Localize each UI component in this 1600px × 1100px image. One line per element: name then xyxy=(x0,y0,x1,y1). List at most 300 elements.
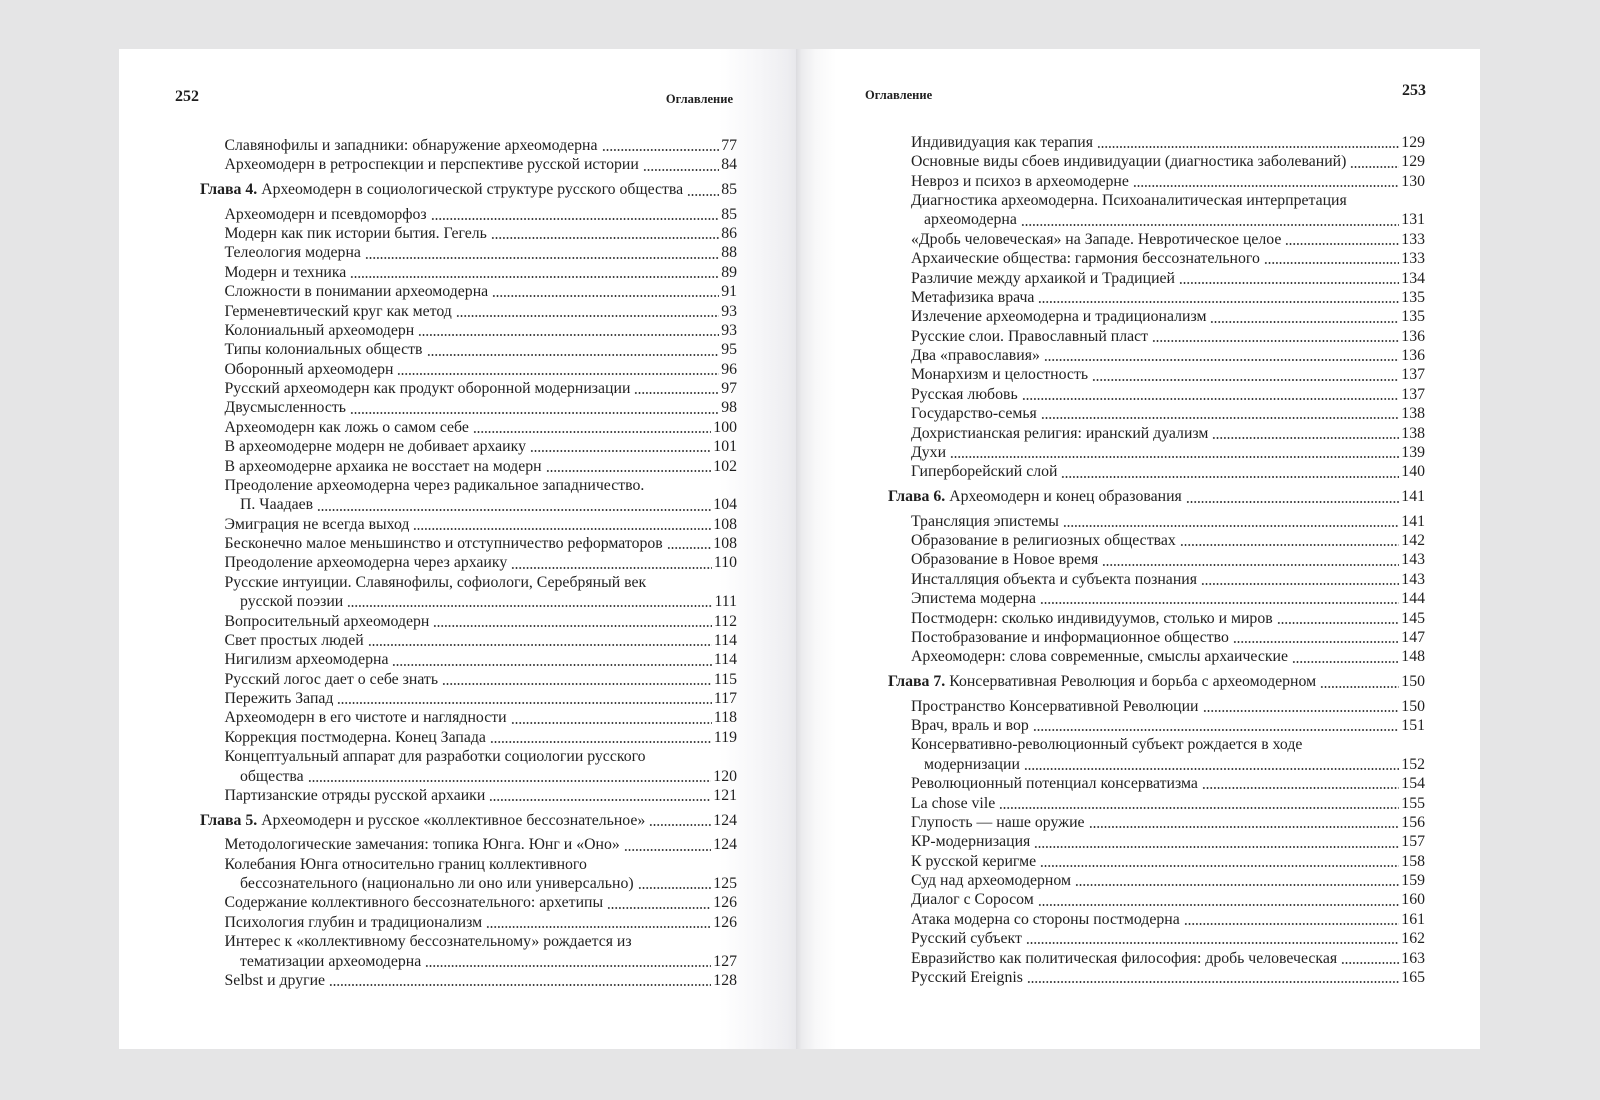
toc-entry-title: П. Чаадаев xyxy=(240,496,314,514)
toc-entry-title: Пережить Запад xyxy=(224,690,334,708)
toc-page-number: 86 xyxy=(721,225,737,243)
dot-leader xyxy=(546,470,712,472)
toc-entry-title: Образование в религиозных обществах xyxy=(911,532,1176,550)
toc-page-number: 118 xyxy=(713,709,737,727)
toc-entry-line xyxy=(888,735,1425,754)
toc-entry-line xyxy=(200,457,737,476)
toc-entry-title: К русской керигме xyxy=(911,852,1037,870)
dot-leader xyxy=(418,334,719,336)
toc-entry-title: Концептуальный аппарат для разработки социологии русского xyxy=(224,748,646,766)
toc-entry-line xyxy=(200,855,737,874)
page-number: 253 xyxy=(1402,82,1426,99)
dot-leader xyxy=(1341,962,1399,964)
toc-entry xyxy=(888,949,1425,968)
toc-entry xyxy=(888,172,1425,191)
toc-entry-line xyxy=(200,205,737,224)
toc-entry-line xyxy=(888,346,1425,365)
toc-entry xyxy=(200,224,737,243)
dot-leader xyxy=(1102,564,1399,566)
toc-entry xyxy=(200,631,737,650)
toc-page-number: 137 xyxy=(1401,366,1425,384)
toc-entry-line xyxy=(200,689,737,708)
toc-entry-line xyxy=(200,155,737,174)
toc-chapter-title: Консервативная Революция и борьба с археомодерном xyxy=(949,673,1317,691)
toc-entry-title: Архаические общества: гармония бессознательного xyxy=(911,250,1260,268)
toc-entry xyxy=(888,269,1425,288)
dot-leader xyxy=(1210,321,1399,323)
toc-entry xyxy=(200,321,737,340)
toc-page-number: 114 xyxy=(713,651,737,669)
toc-entry-line xyxy=(200,573,737,592)
toc-entry-title: Типы колониальных обществ xyxy=(224,341,423,359)
toc-chapter-label: Глава 5. xyxy=(200,811,258,829)
toc-entry-title: Индивидуация как терапия xyxy=(911,133,1093,151)
dot-leader xyxy=(607,907,711,909)
toc-entry-line xyxy=(200,650,737,669)
dot-leader xyxy=(329,984,711,986)
toc-page-number: 126 xyxy=(713,894,737,912)
toc-entry-line xyxy=(200,835,737,854)
toc-entry-title: Модерн как пик истории бытия. Гегель xyxy=(224,225,487,243)
toc-entry xyxy=(200,282,737,301)
toc-page-number: 162 xyxy=(1401,930,1425,948)
toc-entry-line xyxy=(888,443,1425,462)
dot-leader xyxy=(1203,710,1400,712)
toc-page-number: 112 xyxy=(713,612,737,630)
toc-entry-continuation-line xyxy=(200,874,737,893)
dot-leader xyxy=(1021,224,1399,226)
toc-entry-title: Пространство Консервативной Революции xyxy=(911,697,1199,715)
toc-entry-title: тематизации археомодерна xyxy=(240,952,422,970)
toc-entry-title: Образование в Новое время xyxy=(911,551,1099,569)
toc-entry xyxy=(888,288,1425,307)
toc-entry xyxy=(200,728,737,747)
toc-entry xyxy=(888,327,1425,346)
toc-entry-title: Методологические замечания: топика Юнга. Юнг и «Оно» xyxy=(224,836,620,854)
dot-leader xyxy=(1089,826,1400,828)
toc-entry-title: Революционный потенциал консерватизма xyxy=(911,775,1198,793)
toc-page-number: 125 xyxy=(713,875,737,893)
toc-page-number: 142 xyxy=(1401,532,1425,550)
toc-entry-line xyxy=(888,404,1425,423)
toc-entry-title: Атака модерна со стороны постмодерна xyxy=(911,910,1180,928)
toc-entry-line xyxy=(888,288,1425,307)
toc-entry-line xyxy=(888,230,1425,249)
dot-leader xyxy=(1180,544,1400,546)
toc-entry-line xyxy=(200,379,737,398)
right-page xyxy=(796,49,1480,1049)
dot-leader xyxy=(643,169,719,171)
toc-entry xyxy=(200,155,737,174)
toc-entry xyxy=(888,794,1425,813)
toc-entry-line xyxy=(888,774,1425,793)
dot-leader xyxy=(473,431,711,433)
toc-entry-line xyxy=(200,534,737,553)
dot-leader xyxy=(397,373,719,375)
toc-entry-title: Консервативно-революционный субъект рождается в ходе xyxy=(911,736,1303,754)
toc-entry xyxy=(888,385,1425,404)
toc-page-number: 138 xyxy=(1401,405,1425,423)
toc-page-number: 152 xyxy=(1401,755,1425,773)
toc-page-number: 102 xyxy=(713,457,737,475)
toc-entry-line xyxy=(200,913,737,932)
toc-entry xyxy=(888,774,1425,793)
toc-entry-line xyxy=(200,670,737,689)
toc-page-number: 95 xyxy=(721,341,737,359)
toc-page-number: 157 xyxy=(1401,833,1425,851)
toc-chapter-entry xyxy=(200,811,737,830)
toc-entry-title: Коррекция постмодерна. Конец Запада xyxy=(224,728,486,746)
dot-leader xyxy=(392,664,711,666)
toc-chapter-entry xyxy=(888,672,1425,691)
toc-page-number: 138 xyxy=(1401,424,1425,442)
toc-chapter-label: Глава 6. xyxy=(888,488,946,506)
toc-entry-line xyxy=(888,949,1425,968)
dot-leader xyxy=(1092,379,1399,381)
toc-page-number: 151 xyxy=(1401,717,1425,735)
dot-leader xyxy=(308,780,712,782)
toc-entry-continuation-line xyxy=(200,767,737,786)
toc-entry-title: Суд над археомодерном xyxy=(911,872,1071,890)
toc-entry-title: русской поэзии xyxy=(240,593,344,611)
table-of-contents-list xyxy=(200,136,737,990)
toc-entry-line xyxy=(888,366,1425,385)
toc-page-number: 84 xyxy=(721,156,737,174)
toc-entry-line xyxy=(200,786,737,805)
toc-entry-line xyxy=(200,224,737,243)
toc-entry-line xyxy=(888,852,1425,871)
toc-entry-continuation-line xyxy=(200,495,737,514)
toc-entry-title: КР-модернизация xyxy=(911,833,1031,851)
toc-entry-title: модернизации xyxy=(924,755,1020,773)
toc-entry xyxy=(200,612,737,631)
toc-entry-line xyxy=(888,531,1425,550)
toc-page-number: 136 xyxy=(1401,347,1425,365)
toc-entry-title: Содержание коллективного бессознательного: архетипы xyxy=(224,894,604,912)
toc-page-number: 158 xyxy=(1401,852,1425,870)
toc-page-number: 119 xyxy=(713,728,737,746)
left-page xyxy=(119,49,796,1049)
dot-leader xyxy=(511,722,712,724)
toc-entry-line xyxy=(200,282,737,301)
toc-page-number: 143 xyxy=(1401,551,1425,569)
toc-page-number: 147 xyxy=(1401,628,1425,646)
toc-page-number: 148 xyxy=(1401,648,1425,666)
dot-leader xyxy=(624,849,712,851)
toc-entry xyxy=(200,340,737,359)
toc-entry-title: Инсталляция объекта и субъекта познания xyxy=(911,570,1197,588)
toc-page-number: 110 xyxy=(713,554,737,572)
toc-entry-line xyxy=(200,971,737,990)
toc-page-number: 150 xyxy=(1401,673,1425,691)
toc-entry xyxy=(888,152,1425,171)
toc-entry-line xyxy=(200,360,737,379)
toc-entry-title: Колебания Юнга относительно границ коллективного xyxy=(224,855,587,873)
dot-leader xyxy=(1033,729,1400,731)
toc-entry xyxy=(888,570,1425,589)
toc-entry-line xyxy=(200,263,737,282)
toc-entry-line xyxy=(200,136,737,155)
toc-page-number: 145 xyxy=(1401,609,1425,627)
toc-entry-title: Археомодерн в его чистоте и наглядности xyxy=(224,709,507,727)
toc-page-number: 98 xyxy=(721,399,737,417)
toc-entry-continuation-line xyxy=(200,592,737,611)
toc-entry-title: Евразийство как политическая философия: дробь человеческая xyxy=(911,949,1338,967)
toc-page-number: 96 xyxy=(721,360,737,378)
dot-leader xyxy=(337,702,711,704)
toc-entry xyxy=(888,813,1425,832)
toc-entry-title: Selbst и другие xyxy=(224,971,326,989)
toc-page-number: 133 xyxy=(1401,250,1425,268)
toc-entry xyxy=(888,832,1425,851)
toc-entry xyxy=(200,379,737,398)
toc-entry-line xyxy=(888,462,1425,481)
toc-entry xyxy=(200,398,737,417)
dot-leader xyxy=(425,965,711,967)
toc-entry xyxy=(200,302,737,321)
toc-page-number: 140 xyxy=(1401,463,1425,481)
toc-entry-title: «Дробь человеческая» на Западе. Невротическое целое xyxy=(911,230,1282,248)
toc-entry-line xyxy=(888,871,1425,890)
toc-entry-line xyxy=(888,307,1425,326)
toc-entry-line xyxy=(200,180,737,199)
toc-page-number: 163 xyxy=(1401,949,1425,967)
dot-leader xyxy=(634,392,719,394)
dot-leader xyxy=(1027,981,1399,983)
toc-entry xyxy=(200,835,737,854)
toc-page-number: 120 xyxy=(713,767,737,785)
toc-page-number: 137 xyxy=(1401,385,1425,403)
toc-entry-title: La chose vile xyxy=(911,794,996,812)
toc-entry xyxy=(200,893,737,912)
dot-leader xyxy=(317,509,711,511)
dot-leader xyxy=(1201,583,1399,585)
toc-page-number: 155 xyxy=(1401,794,1425,812)
toc-entry-title: Основные виды сбоев индивидуации (диагностика заболеваний) xyxy=(911,153,1347,171)
toc-entry-title: Невроз и психоз в археомодерне xyxy=(911,172,1129,190)
toc-entry-line xyxy=(888,813,1425,832)
toc-entry-continuation-line xyxy=(888,755,1425,774)
toc-chapter-title: Археомодерн и русское «коллективное бессознательное» xyxy=(261,811,646,829)
toc-entry-line xyxy=(200,708,737,727)
book-spread xyxy=(119,49,1480,1049)
dot-leader xyxy=(433,625,712,627)
toc-entry-title: Глупость — наше оружие xyxy=(911,813,1085,831)
dot-leader xyxy=(1179,282,1399,284)
toc-entry xyxy=(888,697,1425,716)
toc-entry-line xyxy=(888,832,1425,851)
toc-chapter-label: Глава 4. xyxy=(200,181,258,199)
toc-entry-title: Нигилизм археомодерна xyxy=(224,651,389,669)
toc-entry xyxy=(888,890,1425,909)
dot-leader xyxy=(1063,525,1399,527)
dot-leader xyxy=(1044,359,1399,361)
toc-page-number: 133 xyxy=(1401,230,1425,248)
toc-entry-line xyxy=(888,609,1425,628)
dot-leader xyxy=(602,149,720,151)
toc-entry xyxy=(200,689,737,708)
toc-page-number: 141 xyxy=(1401,488,1425,506)
toc-entry-title: Различие между архаикой и Традицией xyxy=(911,269,1176,287)
toc-entry-title: Метафизика врача xyxy=(911,288,1035,306)
toc-entry-title: Русские слои. Православный пласт xyxy=(911,327,1148,345)
toc-entry xyxy=(888,404,1425,423)
toc-entry-line xyxy=(888,910,1425,929)
toc-entry-title: Колониальный археомодерн xyxy=(224,321,415,339)
toc-entry xyxy=(200,457,737,476)
toc-entry xyxy=(200,136,737,155)
toc-entry-title: Государство-семья xyxy=(911,405,1037,423)
dot-leader xyxy=(1024,768,1399,770)
toc-entry-title: Двусмысленность xyxy=(224,399,346,417)
toc-entry-line xyxy=(200,553,737,572)
running-head: Оглавление xyxy=(865,88,933,102)
toc-page-number: 135 xyxy=(1401,288,1425,306)
dot-leader xyxy=(1277,622,1400,624)
toc-page-number: 129 xyxy=(1401,133,1425,151)
dot-leader xyxy=(368,644,712,646)
toc-entry xyxy=(200,971,737,990)
dot-leader xyxy=(1285,243,1399,245)
page-number: 252 xyxy=(175,88,199,105)
toc-page-number: 128 xyxy=(713,971,737,989)
toc-entry-title: Врач, враль и вор xyxy=(911,717,1029,735)
toc-entry-line xyxy=(200,302,737,321)
toc-entry-line xyxy=(888,570,1425,589)
toc-entry-line xyxy=(888,968,1425,987)
dot-leader xyxy=(492,295,719,297)
toc-page-number: 139 xyxy=(1401,443,1425,461)
toc-entry-line xyxy=(888,672,1425,691)
toc-entry-title: Археомодерн в ретроспекции и перспективе русской истории xyxy=(224,156,639,174)
toc-page-number: 121 xyxy=(713,786,737,804)
toc-entry-title: археомодерна xyxy=(924,211,1017,229)
toc-entry-line xyxy=(200,811,737,830)
toc-entry xyxy=(888,852,1425,871)
toc-entry xyxy=(888,735,1425,774)
toc-entry-title: Преодоление археомодерна через радикальное западничество. xyxy=(224,476,645,494)
toc-entry xyxy=(200,553,737,572)
toc-entry-line xyxy=(888,424,1425,443)
toc-entry-title: Русский субъект xyxy=(911,930,1022,948)
toc-entry-title: Модерн и техника xyxy=(224,263,347,281)
toc-entry-line xyxy=(888,249,1425,268)
toc-entry xyxy=(888,550,1425,569)
toc-entry-title: Русский логос дает о себе знать xyxy=(224,670,439,688)
dot-leader xyxy=(530,450,711,452)
toc-entry-line xyxy=(200,243,737,262)
dot-leader xyxy=(413,528,711,530)
toc-page-number: 127 xyxy=(713,952,737,970)
dot-leader xyxy=(1186,501,1400,503)
toc-entry-line xyxy=(200,340,737,359)
toc-page-number: 108 xyxy=(713,515,737,533)
toc-entry-title: Монархизм и целостность xyxy=(911,366,1089,384)
toc-entry-line xyxy=(888,697,1425,716)
toc-entry xyxy=(200,932,737,971)
toc-entry-title: В археомодерне модерн не добивает архаику xyxy=(224,438,526,456)
dot-leader xyxy=(350,276,719,278)
toc-entry xyxy=(888,366,1425,385)
toc-page-number: 161 xyxy=(1401,910,1425,928)
toc-entry xyxy=(200,243,737,262)
dot-leader xyxy=(490,741,712,743)
toc-entry-title: Славянофилы и западники: обнаружение археомодерна xyxy=(224,136,598,154)
toc-entry xyxy=(888,589,1425,608)
toc-entry xyxy=(888,512,1425,531)
toc-page-number: 124 xyxy=(713,811,737,829)
dot-leader xyxy=(1264,262,1399,264)
toc-page-number: 154 xyxy=(1401,775,1425,793)
toc-page-number: 111 xyxy=(714,593,737,611)
toc-entry-title: В археомодерне архаика не восстает на модерн xyxy=(224,457,542,475)
toc-page-number: 131 xyxy=(1401,211,1425,229)
toc-page-number: 85 xyxy=(721,181,737,199)
dot-leader xyxy=(1233,641,1399,643)
toc-page-number: 77 xyxy=(721,136,737,154)
toc-page-number: 115 xyxy=(713,670,737,688)
running-head: Оглавление xyxy=(665,92,733,106)
toc-entry-line xyxy=(200,476,737,495)
toc-page-number: 88 xyxy=(721,244,737,262)
toc-entry-title: Духи xyxy=(911,443,947,461)
toc-entry xyxy=(888,346,1425,365)
toc-entry xyxy=(200,747,737,786)
toc-page-number: 156 xyxy=(1401,813,1425,831)
toc-chapter-label: Глава 7. xyxy=(888,673,946,691)
toc-entry-title: Сложности в понимании археомодерна xyxy=(224,283,489,301)
toc-entry-title: Русский Ereignis xyxy=(911,968,1023,986)
toc-entry-line xyxy=(888,550,1425,569)
toc-page-number: 85 xyxy=(721,205,737,223)
toc-entry-title: Оборонный археомодерн xyxy=(224,360,394,378)
toc-page-number: 104 xyxy=(713,496,737,514)
toc-entry xyxy=(888,230,1425,249)
toc-entry-title: Психология глубин и традиционализм xyxy=(224,913,483,931)
toc-entry-title: Эпистема модерна xyxy=(911,590,1036,608)
toc-entry-title: Эмиграция не всегда выход xyxy=(224,515,410,533)
toc-entry-title: Бесконечно малое меньшинство и отступничество реформаторов xyxy=(224,535,663,553)
toc-entry xyxy=(888,871,1425,890)
dot-leader xyxy=(1202,787,1399,789)
toc-entry xyxy=(200,786,737,805)
toc-entry xyxy=(888,910,1425,929)
toc-entry-title: общества xyxy=(240,767,304,785)
toc-entry-line xyxy=(888,628,1425,647)
toc-entry xyxy=(888,443,1425,462)
toc-entry-title: Постмодерн: сколько индивидуумов, столько и миров xyxy=(911,609,1273,627)
toc-entry xyxy=(200,650,737,669)
toc-entry-line xyxy=(888,269,1425,288)
toc-entry xyxy=(200,534,737,553)
toc-entry-title: Археомодерн и псевдоморфоз xyxy=(224,205,427,223)
dot-leader xyxy=(649,824,711,826)
toc-entry xyxy=(888,968,1425,987)
dot-leader xyxy=(431,218,720,220)
toc-entry-title: Археомодерн как ложь о самом себе xyxy=(224,418,469,436)
toc-page-number: 108 xyxy=(713,535,737,553)
toc-chapter-entry xyxy=(888,487,1425,506)
toc-page-number: 93 xyxy=(721,321,737,339)
toc-page-number: 100 xyxy=(713,418,737,436)
dot-leader xyxy=(1350,166,1399,168)
dot-leader xyxy=(1022,398,1400,400)
toc-entry xyxy=(888,628,1425,647)
toc-entry-title: Герменевтический круг как метод xyxy=(224,302,452,320)
toc-entry-line xyxy=(200,418,737,437)
toc-entry-line xyxy=(200,893,737,912)
toc-entry-title: Интерес к «коллективному бессознательному» рождается из xyxy=(224,933,632,951)
